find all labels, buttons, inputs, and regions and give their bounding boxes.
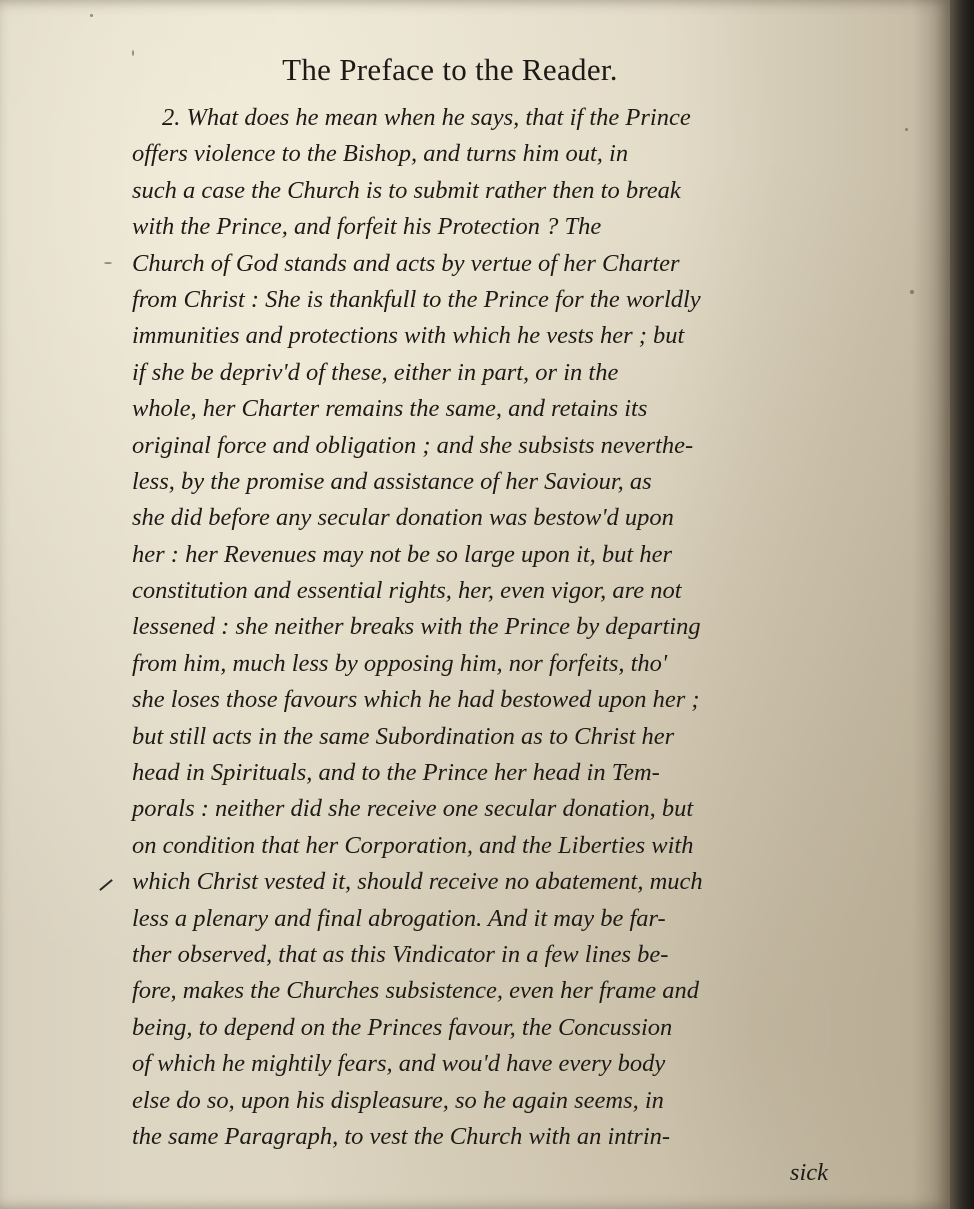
- text-line: original force and obligation ; and she subsists neverthe-: [132, 431, 694, 459]
- book-spine-shadow: [950, 0, 974, 1209]
- text-line: lessened : she neither breaks with the Prince by departing: [132, 613, 701, 641]
- body-text: [132, 100, 828, 1192]
- text-line: 2. What does he mean when he says, that if the Prince: [162, 104, 691, 131]
- text-line: immunities and protections with which he vests her ; but: [132, 322, 685, 350]
- text-line: from him, much less by opposing him, nor forfeits, tho': [132, 649, 668, 677]
- text-line: less a plenary and final abrogation. And it may be far-: [132, 904, 666, 932]
- text-line: of which he mightily fears, and wou'd have every body: [132, 1050, 666, 1078]
- text-line: but still acts in the same Subordination as to Christ her: [132, 722, 675, 750]
- text-line: with the Prince, and forfeit his Protection ? The: [132, 213, 602, 241]
- text-line: offers violence to the Bishop, and turns him out, in: [132, 140, 629, 168]
- text-line: the same Paragraph, to vest the Church with an intrin-: [132, 1122, 671, 1150]
- paper-speck: [910, 290, 914, 294]
- text-line: constitution and essential rights, her, even vigor, are not: [132, 577, 682, 605]
- paper-speck: [104, 262, 112, 264]
- text-line: such a case the Church is to submit rather then to break: [132, 176, 681, 204]
- paper-speck: [132, 50, 134, 56]
- text-line: from Christ : She is thankfull to the Prince for the worldly: [132, 285, 701, 313]
- text-line: else do so, upon his displeasure, so he again seems, in: [132, 1086, 664, 1114]
- catchword: sick: [789, 1159, 828, 1187]
- running-header: The Preface to the Reader.: [282, 52, 618, 87]
- text-line: ther observed, that as this Vindicator in a few lines be-: [132, 940, 669, 968]
- margin-pen-mark: [99, 879, 113, 891]
- paper-speck: [90, 14, 93, 17]
- text-line: head in Spirituals, and to the Prince her head in Tem-: [132, 759, 660, 787]
- text-line: Church of God stands and acts by vertue of her Charter: [132, 249, 680, 277]
- text-line: being, to depend on the Princes favour, the Concussion: [132, 1013, 673, 1041]
- text-line: which Christ vested it, should receive no abatement, much: [132, 868, 703, 896]
- paper-speck: [905, 128, 908, 131]
- text-line: she did before any secular donation was bestow'd upon: [132, 504, 674, 532]
- text-line: less, by the promise and assistance of her Saviour, as: [132, 467, 652, 495]
- text-line: porals : neither did she receive one secular donation, but: [132, 795, 694, 823]
- text-line: she loses those favours which he had bestowed upon her ;: [132, 686, 700, 714]
- text-line: her : her Revenues may not be so large upon it, but her: [132, 540, 673, 568]
- text-line: if she be depriv'd of these, either in part, or in the: [132, 358, 619, 386]
- text-line: whole, her Charter remains the same, and retains its: [132, 395, 648, 423]
- text-line: fore, makes the Churches subsistence, even her frame and: [132, 977, 699, 1005]
- text-line: on condition that her Corporation, and the Liberties with: [132, 831, 694, 859]
